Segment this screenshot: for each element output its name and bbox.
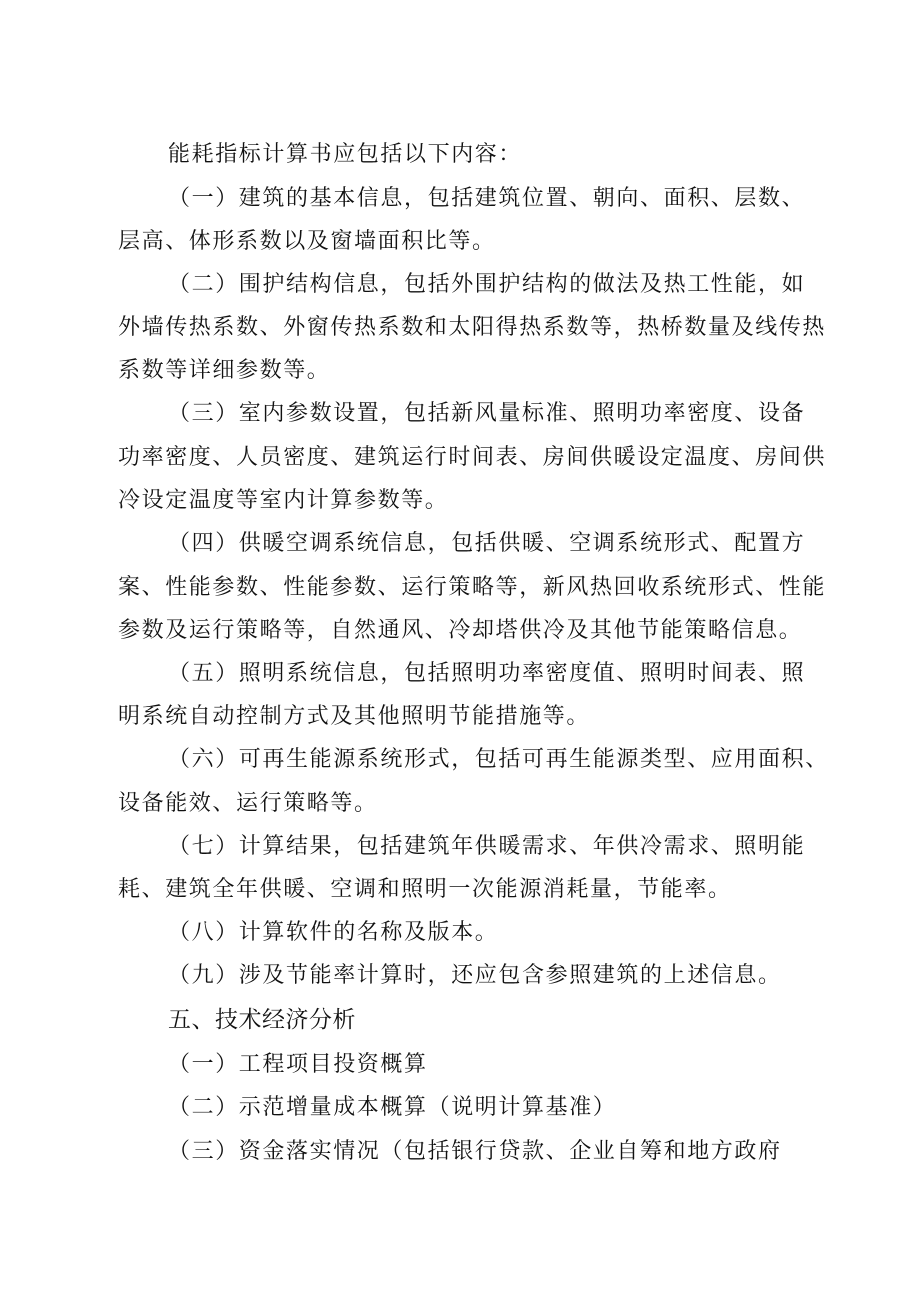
- item-6-line-1: （六）可再生能源系统形式，包括可再生能源类型、应用面积、: [168, 747, 829, 772]
- item-8-line-1: （八）计算软件的名称及版本。: [168, 920, 499, 945]
- item-1-line-2: 层高、体形系数以及窗墙面积比等。: [118, 229, 496, 254]
- item-2-line-3: 系数等详细参数等。: [118, 358, 331, 383]
- intro-text: 能耗指标计算书应包括以下内容：: [168, 142, 523, 167]
- section-item-2: （二）示范增量成本概算（说明计算基准）: [168, 1095, 617, 1120]
- item-4-line-2: 案、性能参数、性能参数、运行策略等，新风热回收系统形式、性能: [118, 575, 827, 600]
- item-9-line-1: （九）涉及节能率计算时，还应包含参照建筑的上述信息。: [168, 963, 782, 988]
- item-7-line-2: 耗、建筑全年供暖、空调和照明一次能源消耗量，节能率。: [118, 877, 732, 902]
- item-2-line-2: 外墙传热系数、外窗传热系数和太阳得热系数等，热桥数量及线传热: [118, 315, 827, 340]
- item-4-line-1: （四）供暖空调系统信息，包括供暖、空调系统形式、配置方: [168, 531, 806, 556]
- item-5-line-2: 明系统自动控制方式及其他照明节能措施等。: [118, 704, 591, 729]
- item-2-line-1: （二）围护结构信息，包括外围护结构的做法及热工性能，如: [168, 272, 806, 297]
- item-5-line-1: （五）照明系统信息，包括照明功率密度值、照明时间表、照: [168, 661, 806, 686]
- item-7-line-1: （七）计算结果，包括建筑年供暖需求、年供冷需求、照明能: [168, 834, 806, 859]
- item-3-line-3: 冷设定温度等室内计算参数等。: [118, 488, 449, 513]
- item-3-line-2: 功率密度、人员密度、建筑运行时间表、房间供暖设定温度、房间供: [118, 445, 827, 470]
- item-4-line-3: 参数及运行策略等，自然通风、冷却塔供冷及其他节能策略信息。: [118, 618, 803, 643]
- item-6-line-2: 设备能效、运行策略等。: [118, 791, 378, 816]
- section-item-1: （一）工程项目投资概算: [168, 1052, 428, 1077]
- item-1-line-1: （一）建筑的基本信息，包括建筑位置、朝向、面积、层数、: [168, 186, 806, 211]
- section-item-3: （三）资金落实情况（包括银行贷款、企业自筹和地方政府: [168, 1139, 782, 1164]
- item-3-line-1: （三）室内参数设置，包括新风量标准、照明功率密度、设备: [168, 401, 806, 426]
- section-heading: 五、技术经济分析: [168, 1007, 356, 1033]
